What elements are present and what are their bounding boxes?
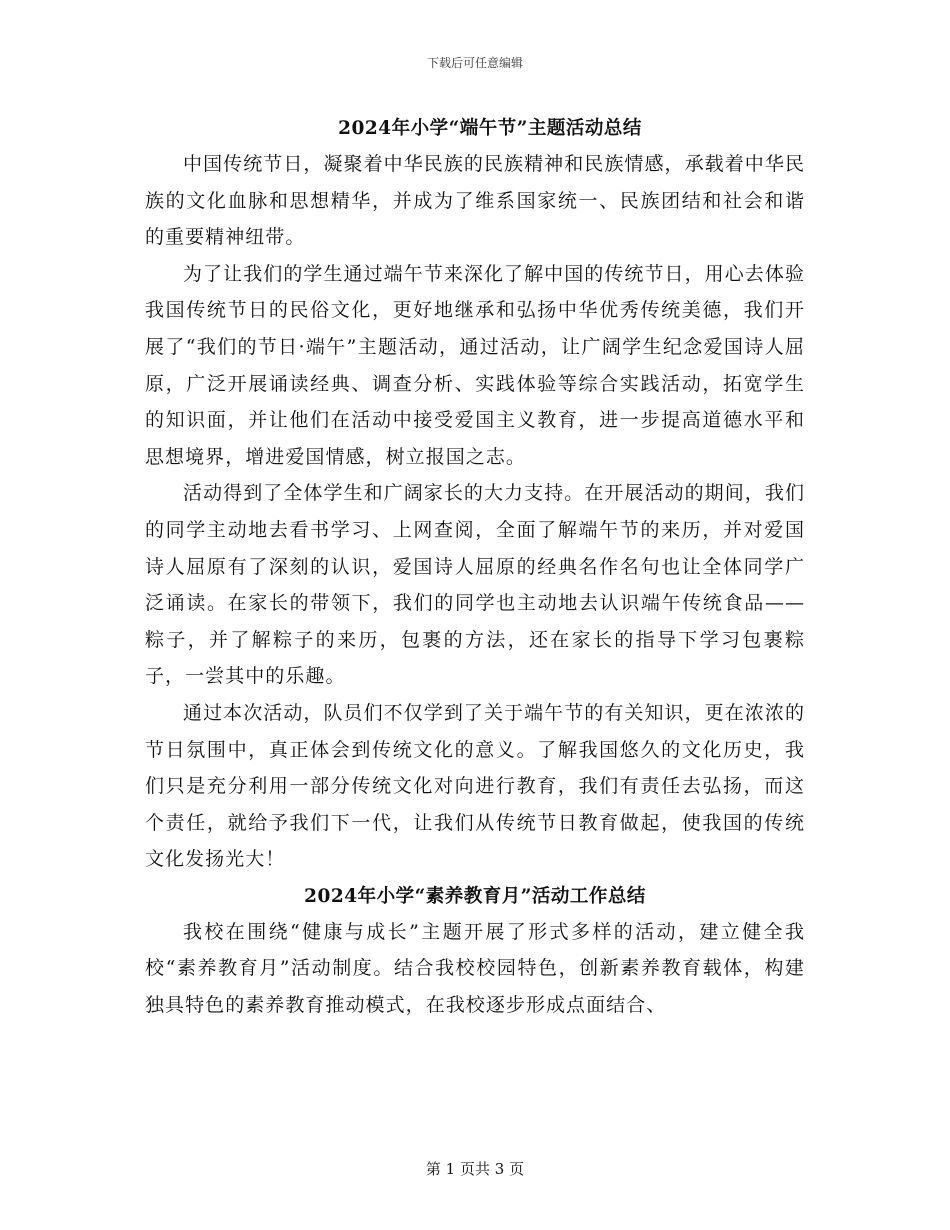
paragraph: 为了让我们的学生通过端午节来深化了解中国的传统节日，用心去体验我国传统节日的民俗文化，更好地继承和弘扬中华优秀传统美德，我们开展了“我们的节日·端午”主题活动，通过活动，让广阔学生纪念爱国诗人屈原，广泛开展诵读经典、调查分析、实践体验等综合实践活动，拓宽学生的知识面，并让他们在活动中接受爱国主义教育，进一步提高道德水平和思想境界，增进爱国情感，树立报国之志。: [145, 262, 805, 468]
paragraph: 通过本次活动，队员们不仅学到了关于端午节的有关知识，更在浓浓的节日氛围中，真正体会到传统文化的意义。了解我国悠久的文化历史，我们只是充分利用一部分传统文化对向进行教育，我们有责任去弘扬，而这个责任，就给予我们下一代，让我们从传统节日教育做起，使我国的传统 文化发扬光大！: [145, 701, 805, 871]
paragraph: 活动得到了全体学生和广阔家长的大力支持。在开展活动的期间，我们的同学主动地去看书学习、上网查阅，全面了解端午节的来历，并对爱国诗人屈原有了深刻的认识，爱国诗人屈原的经典名作名句也让全体同学广泛诵读。在家长的带领下，我们的同学也主动地去认识端午传统食品——粽子，并了解粽子的来历，包裹的方法，还在家长的指导下学习包裹粽子，一尝其中的乐趣。: [145, 482, 805, 688]
section-title: 2024年小学“端午节”主题活动总结: [338, 118, 642, 139]
paragraph: 中国传统节日，凝聚着中华民族的民族精神和民族情感，承载着中华民族的文化血脉和思想精华，并成为了维系国家统一、民族团结和社会和谐的重要精神纽带。: [145, 153, 805, 249]
header-note: 下载后可任意编辑: [426, 56, 523, 70]
document-content: [145, 112, 805, 1024]
paragraph: 我校在围绕“健康与成长”主题开展了形式多样的活动，建立健全我校“素养教育月”活动制度。结合我校校园特色，创新素养教育载体，构建独具特色的素养教育推动模式，在我校逐步形成点面结合、: [145, 920, 805, 1017]
section-dragon-boat-summary: [145, 112, 805, 878]
section-title: 2024年小学“素养教育月”活动工作总结: [304, 885, 646, 907]
section-literacy-month-summary: [145, 880, 805, 1024]
page-footer: 第 1 页共 3 页: [425, 1160, 525, 1178]
